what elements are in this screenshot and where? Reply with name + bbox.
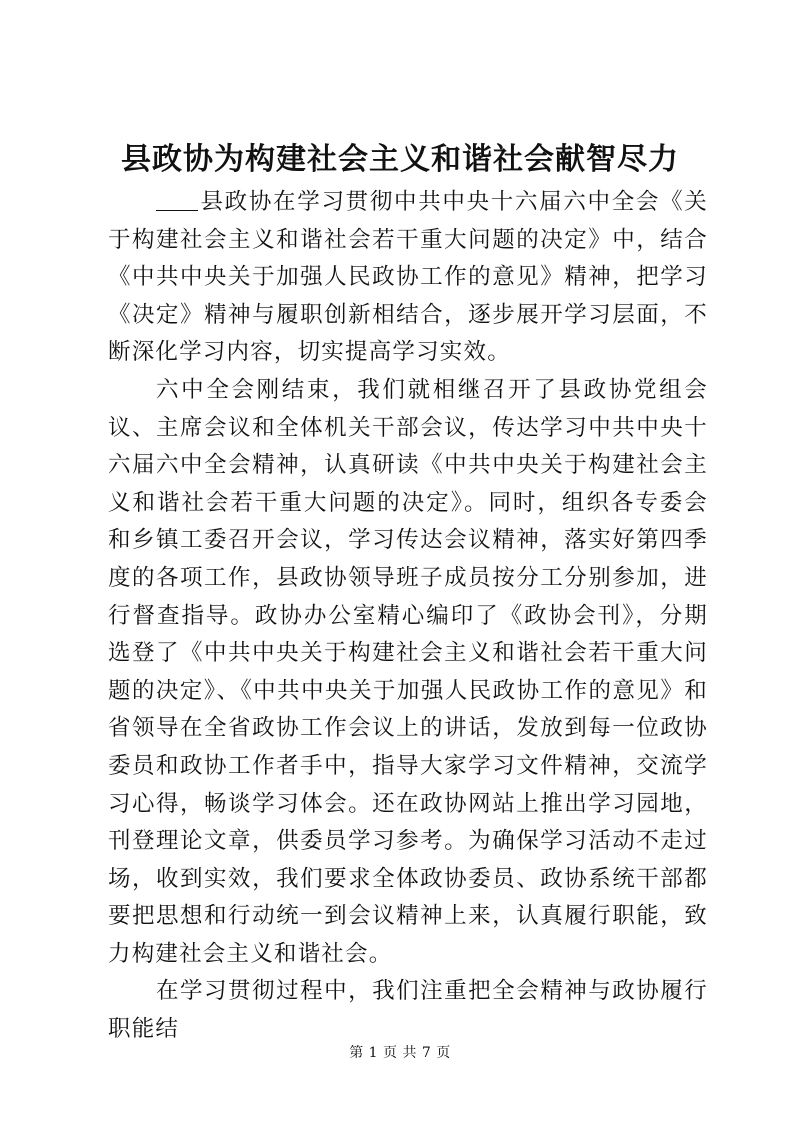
paragraph-3: 在学习贯彻过程中，我们注重把全会精神与政协履行职能结	[108, 978, 708, 1043]
paragraph-1-text: 县政协在学习贯彻中共中央十六届六中全会《关于构建社会主义和谐社会若干重大问题的决定》中，结合《中共中央关于加强人民政协工作的意见》精神，把学习《决定》精神与履职创新相结合，逐步展开学习层面，不断深化学习内容，切实提高学习实效。	[108, 189, 708, 366]
document-body	[108, 184, 708, 1049]
document-title: 县政协为构建社会主义和谐社会献智尽力	[121, 142, 679, 177]
blank-underline	[156, 190, 198, 211]
page-footer: 第 1 页 共 7 页	[349, 1045, 451, 1061]
paragraph-2: 六中全会刚结束，我们就相继召开了县政协党组会议、主席会议和全体机关干部会议，传达学习中共中央十六届六中全会精神，认真研读《中共中央关于构建社会主义和谐社会若干重大问题的决定》。同时，组织各专委会和乡镇工委召开会议，学习传达会议精神，落实好第四季度的各项工作，县政协领导班子成员按分工分别参加，进行督查指导。政协办公室精心编印了《政协会刊》，分期选登了《中共中央关于构建社会主义和谐社会若干重大问题的决定》、《中共中央关于加强人民政协工作的意见》和省领导在全省政协工作会议上的讲话，发放到每一位政协委员和政协工作者手中，指导大家学习文件精神，交流学习心得，畅谈学习体会。还在政协网站上推出学习园地，刊登理论文章，供委员学习参考。为确保学习活动不走过场，收到实效，我们要求全体政协委员、政协系统干部都要把思想和行动统一到会议精神上来，认真履行职能，致力构建社会主义和谐社会。	[108, 376, 708, 967]
paragraph-1	[108, 184, 708, 372]
